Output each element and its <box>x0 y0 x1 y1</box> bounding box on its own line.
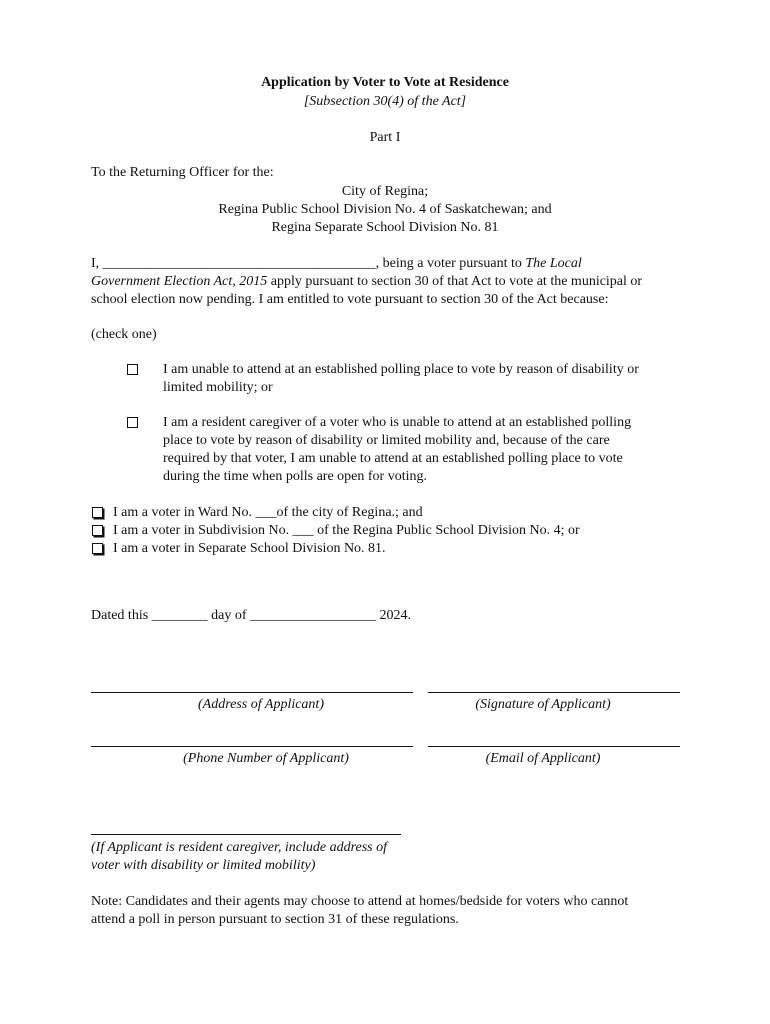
separate-division-checkbox[interactable] <box>92 543 103 554</box>
signature-caption: (Signature of Applicant) <box>475 697 611 712</box>
declaration-line-2 <box>91 272 642 291</box>
note-line-1: Note: Candidates and their agents may choose to attend at homes/bedside for voters who cannot <box>91 894 629 909</box>
declaration-line-3: school election now pending. I am entitled to vote pursuant to section 30 of the Act because: <box>91 292 609 307</box>
form-subtitle: [Subsection 30(4) of the Act] <box>303 94 467 109</box>
caregiver-caption-line-2: voter with disability or limited mobility) <box>91 858 316 873</box>
addressee-separate-division: Regina Separate School Division No. 81 <box>271 220 499 235</box>
caregiver-address-line[interactable] <box>91 834 401 835</box>
note-line-2: attend a poll in person pursuant to section 31 of these regulations. <box>91 912 459 927</box>
check-one-label: (check one) <box>91 327 157 342</box>
phone-caption: (Phone Number of Applicant) <box>183 751 349 766</box>
caregiver-caption-line-1: (If Applicant is resident caregiver, include address of <box>91 840 388 855</box>
option-disability-line-2: limited mobility; or <box>163 380 273 395</box>
dated-line[interactable]: Dated this ________ day of __________________ 2024. <box>91 608 412 623</box>
address-signature-line[interactable] <box>91 692 413 693</box>
email-caption: (Email of Applicant) <box>485 751 601 766</box>
signature-line[interactable] <box>428 692 680 693</box>
ward-checkbox[interactable] <box>92 507 103 518</box>
addressee-intro: To the Returning Officer for the: <box>91 165 274 180</box>
option-caregiver-line-2: place to vote by reason of disability or limited mobility and, because of the care <box>163 433 610 448</box>
declaration-text: apply pursuant to section 30 of that Act to vote at the municipal or <box>267 274 643 289</box>
addressee-public-division: Regina Public School Division No. 4 of Saskatchewan; and <box>218 202 552 217</box>
phone-line[interactable] <box>91 746 413 747</box>
option-disability-line-1: I am unable to attend at an established polling place to vote by reason of disability or <box>163 362 639 377</box>
option-caregiver-line-4: during the time when polls are open for voting. <box>163 469 427 484</box>
ward-option-label: I am a voter in Ward No. ___of the city of Regina.; and <box>113 505 423 520</box>
subdivision-option-label: I am a voter in Subdivision No. ___ of the Regina Public School Division No. 4; or <box>113 523 580 538</box>
separate-division-option-label: I am a voter in Separate School Division No. 81. <box>113 541 386 556</box>
declaration-text: I, _______________________________________, being a voter pursuant to <box>91 256 526 271</box>
option-disability-checkbox[interactable] <box>127 364 138 375</box>
act-name-part1: The Local <box>525 256 582 271</box>
part-heading: Part I <box>369 130 401 145</box>
option-caregiver-line-3: required by that voter, I am unable to attend at an established polling place to vote <box>163 451 623 466</box>
addressee-city: City of Regina; <box>341 184 429 199</box>
address-caption: (Address of Applicant) <box>198 697 324 712</box>
form-title: Application by Voter to Vote at Residence <box>261 75 509 90</box>
option-caregiver-line-1: I am a resident caregiver of a voter who is unable to attend at an established polling <box>163 415 632 430</box>
declaration-line-1 <box>91 254 582 273</box>
option-caregiver-checkbox[interactable] <box>127 417 138 428</box>
email-line[interactable] <box>428 746 680 747</box>
act-name-part2: Government Election Act, 2015 <box>91 274 268 289</box>
subdivision-checkbox[interactable] <box>92 525 103 536</box>
